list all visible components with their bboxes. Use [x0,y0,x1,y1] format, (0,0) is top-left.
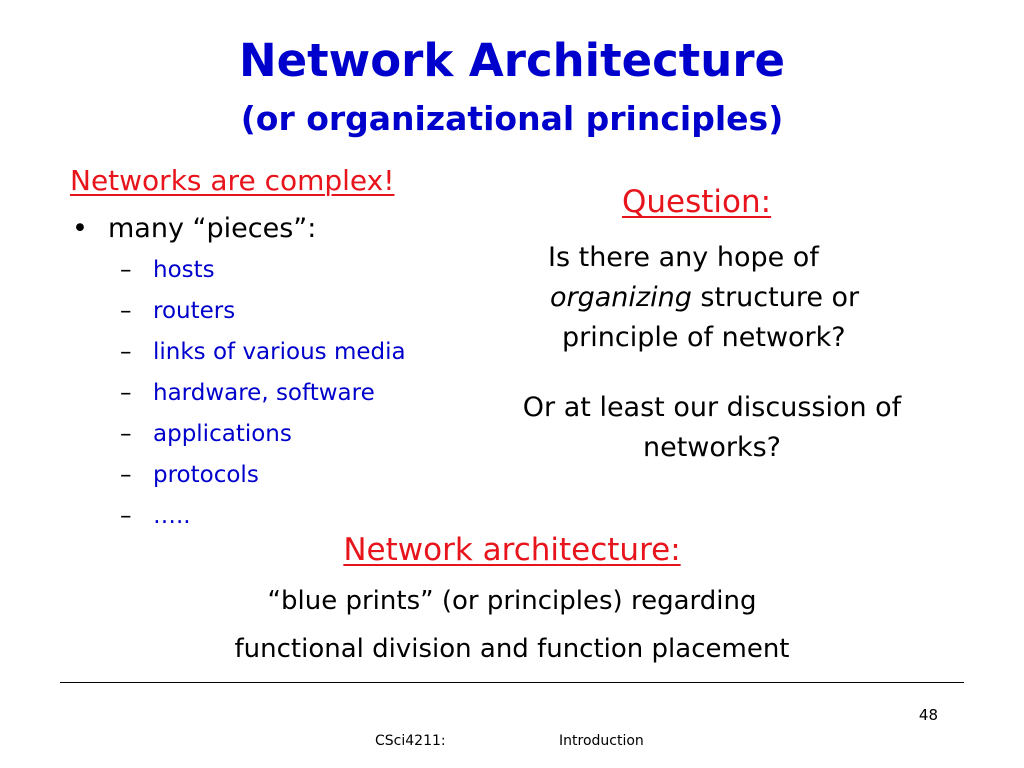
question-emphasis: organizing [550,282,692,313]
alternative-line-1: Or at least our discussion of [522,392,902,423]
list-item [120,298,406,339]
question-heading: Question: [622,184,772,220]
list-item-text: hosts [153,257,215,283]
list-item-text: applications [153,421,292,447]
architecture-line-2: functional division and function placement [234,634,790,664]
dash-icon: – [120,421,132,447]
dash-icon: – [120,503,132,529]
alternative-question [472,388,952,468]
list-item-text: hardware, software [153,380,375,406]
dash-icon: – [120,462,132,488]
question-line-2-rest: structure or [691,282,860,313]
list-item [120,421,406,462]
footer-divider [60,682,964,683]
bullet-item [72,213,316,244]
question-line-1: Is there any hope of [548,242,819,273]
dash-icon: – [120,257,132,283]
list-item [120,462,406,503]
list-item-text: protocols [153,462,259,488]
architecture-heading-wrap [0,532,1024,568]
slide-title: Network Architecture [238,34,786,87]
question-text [480,238,970,358]
question-line-2 [480,278,970,318]
dash-icon: – [120,339,132,365]
list-item [120,257,406,298]
architecture-heading: Network architecture: [343,532,681,568]
architecture-line-1: “blue prints” (or principles) regarding [267,586,757,616]
list-item [120,339,406,380]
sub-bullet-list [120,257,406,544]
page-number: 48 [918,706,938,724]
footer-course: CSci4211: [375,733,446,749]
list-item-text: routers [153,298,236,324]
list-item-text: links of various media [153,339,406,365]
bullet-dot-icon: • [72,213,88,244]
list-item-text: ….. [153,503,191,529]
left-column-heading: Networks are complex! [70,164,395,197]
question-line-3: principle of network? [562,322,846,353]
dash-icon: – [120,380,132,406]
bullet-text: many “pieces”: [108,213,317,244]
alternative-line-2: networks? [642,432,782,463]
slide-subtitle: (or organizational principles) [240,99,784,138]
dash-icon: – [120,298,132,324]
footer-topic: Introduction [559,733,644,749]
list-item [120,380,406,421]
